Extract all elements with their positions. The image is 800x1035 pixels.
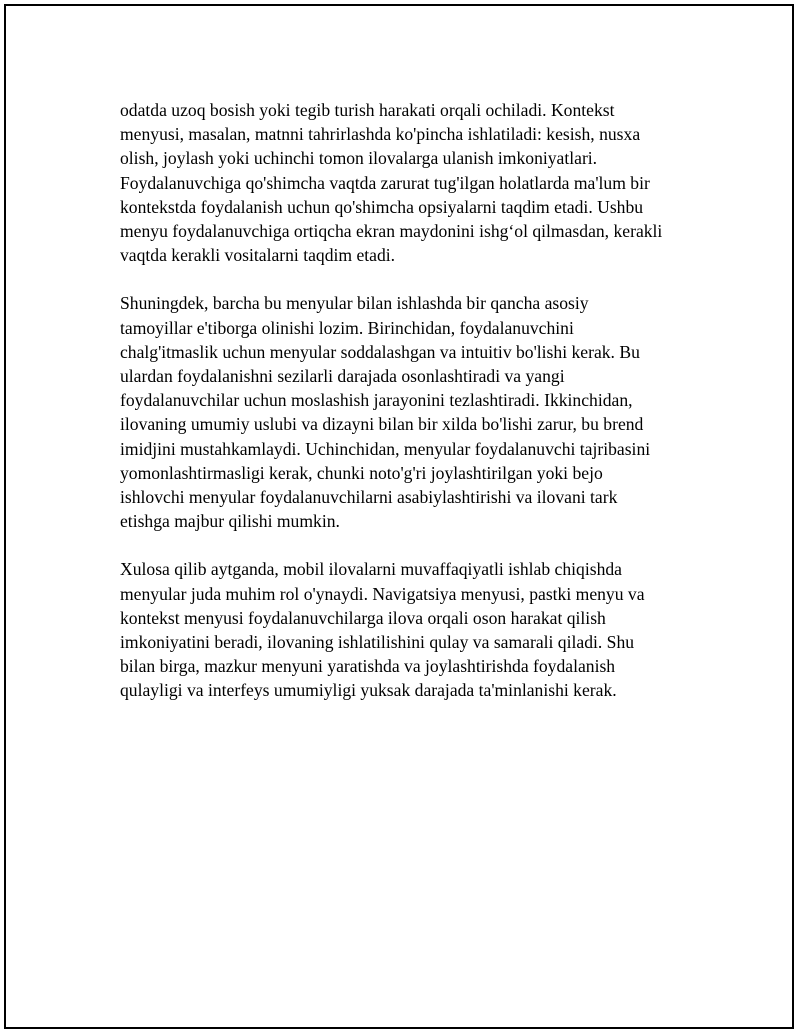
paragraph-conclusion: Xulosa qilib aytganda, mobil ilovalarni muvaffaqiyatli ishlab chiqishda menyular juda muhim rol o'ynaydi. Navigatsiya menyusi, pastki menyu va kontekst menyusi foydalanuvchilarga ilova orqali oson harakat qilish imkoniyatini beradi, ilovaning ishlatilishini qulay va samarali qiladi. Shu bilan birga, mazkur menyuni yaratishda va joylashtirishda foydalanish qulayligi va interfeys umumiyligi yuksak darajada ta'minlanishi kerak. [120,559,645,701]
paragraph-menu-principles: Shuningdek, barcha bu menyular bilan ishlashda bir qancha asosiy tamoyillar e'tiborga olinishi lozim. Birinchidan, foydalanuvchini chalg'itmaslik uchun menyular soddalashgan va intuitiv bo'lishi kerak. Bu ulardan foydalanishni sezilarli darajada osonlashtiradi va yangi foydalanuvchilar uchun moslashish jarayonini tezlashtiradi. Ikkinchidan, ilovaning umumiy uslubi va dizayni bilan bir xilda bo'lishi zarur, bu brend imidjini mustahkamlaydi. Uchinchidan, menyular foydalanuvchi tajribasini yomonlashtirmasligi kerak, chunki noto'g'ri joylashtirilgan yoki bejo ishlovchi menyular foydalanuvchilarni asabiylashtirishi va ilovani tark etishga majbur qilishi mumkin. [120,293,651,532]
paragraph-context-menu: odatda uzoq bosish yoki tegib turish harakati orqali ochiladi. Kontekst menyusi, masalan, matnni tahrirlashda ko'pincha ishlatiladi: kesish, nusxa olish, joylash yoki uchinchi tomon ilovalarga ulanish imkoniyatlari. Foydalanuvchiga qo'shimcha vaqtda zarurat tug'ilgan holatlarda ma'lum bir kontekstda foydalanish uchun qo'shimcha opsiyalarni taqdim etadi. Ushbu menyu foydalanuvchiga ortiqcha ekran maydonini ishg‘ol qilmasdan, kerakli vaqtda kerakli vositalarni taqdim etadi. [120,100,663,266]
page-body [120,98,700,727]
page-frame [4,4,794,1029]
